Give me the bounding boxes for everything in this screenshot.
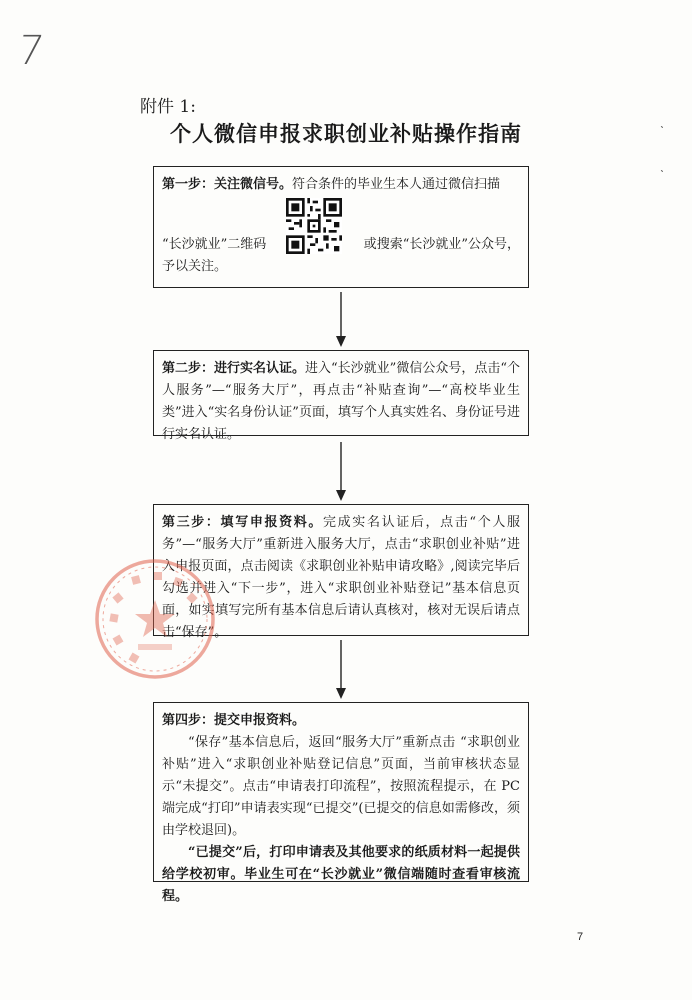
step-1-qr-right-text: 或搜索“长沙就业”公众号， (363, 237, 520, 252)
margin-tick: ˋ (660, 168, 664, 182)
step-3-text: 完成实名认证后，点击“个人服务”—“服务大厅”重新进入服务大厅，点击“求职创业补贴”进入申报页面，点击阅读《求职创业补贴申请攻略》,阅读完毕后勾选并进入“下一步”，进入“求职创业补贴登记”基本信息页面，如实填写完所有基本信息后请认真核对，核对无误后请点击“保存”。 (162, 515, 520, 640)
qr-code-icon (286, 198, 342, 254)
down-arrow-icon (334, 292, 348, 348)
handwritten-page-mark: 7 (14, 28, 47, 74)
step-1-text: 符合条件的毕业生本人通过微信扫描 (292, 177, 501, 192)
step-2-box (153, 350, 529, 442)
step-1-first-line (162, 174, 520, 196)
step-1-heading: 第一步：关注微信号。 (162, 177, 293, 192)
attachment-label: 附件 1: (140, 97, 196, 117)
step-4-paragraph-1: “保存”基本信息后，返回“服务大厅”重新点击 “求职创业补贴”进入“求职创业补贴登记信息”页面，当前审核状态显示“未提交”。点击“申请表打印流程”，按照流程提示，在 PC 端完成“打印”申请表实现“已提交”(已提交的信息如需修改，须由学校退回)。 (162, 735, 520, 838)
step-4-box (153, 702, 529, 904)
page-number: 7 (577, 931, 584, 943)
step-4-paragraph-2: “已提交”后，打印申请表及其他要求的纸质材料一起提供给学校初审。毕业生可在“长沙就业”微信端随时查看审核流程。 (162, 845, 520, 904)
step-1-qr-left-text: “长沙就业”二维码 (162, 237, 267, 252)
step-3-heading: 第三步：填写申报资料。 (162, 515, 324, 530)
step-2-text: 进入“长沙就业”微信公众号，点击“个人服务”—“服务大厅”，再点击“补贴查询”—“高校毕业生类”进入“实名身份认证”页面，填写个人真实姓名、身份证号进行实名认证。 (162, 361, 520, 442)
margin-tick: ˋ (660, 124, 664, 138)
page-title: 个人微信申报求职创业补贴操作指南 (170, 121, 522, 146)
official-seal-stamp (92, 556, 218, 682)
down-arrow-icon (334, 442, 348, 502)
step-1-box (153, 166, 529, 288)
down-arrow-icon (334, 640, 348, 700)
step-4-heading: 第四步：提交申报资料。 (162, 713, 306, 728)
step-1-tail-text: 予以关注。 (162, 259, 228, 274)
step-2-heading: 第二步：进行实名认证。 (162, 361, 306, 376)
step-1-qr-row (162, 198, 520, 256)
